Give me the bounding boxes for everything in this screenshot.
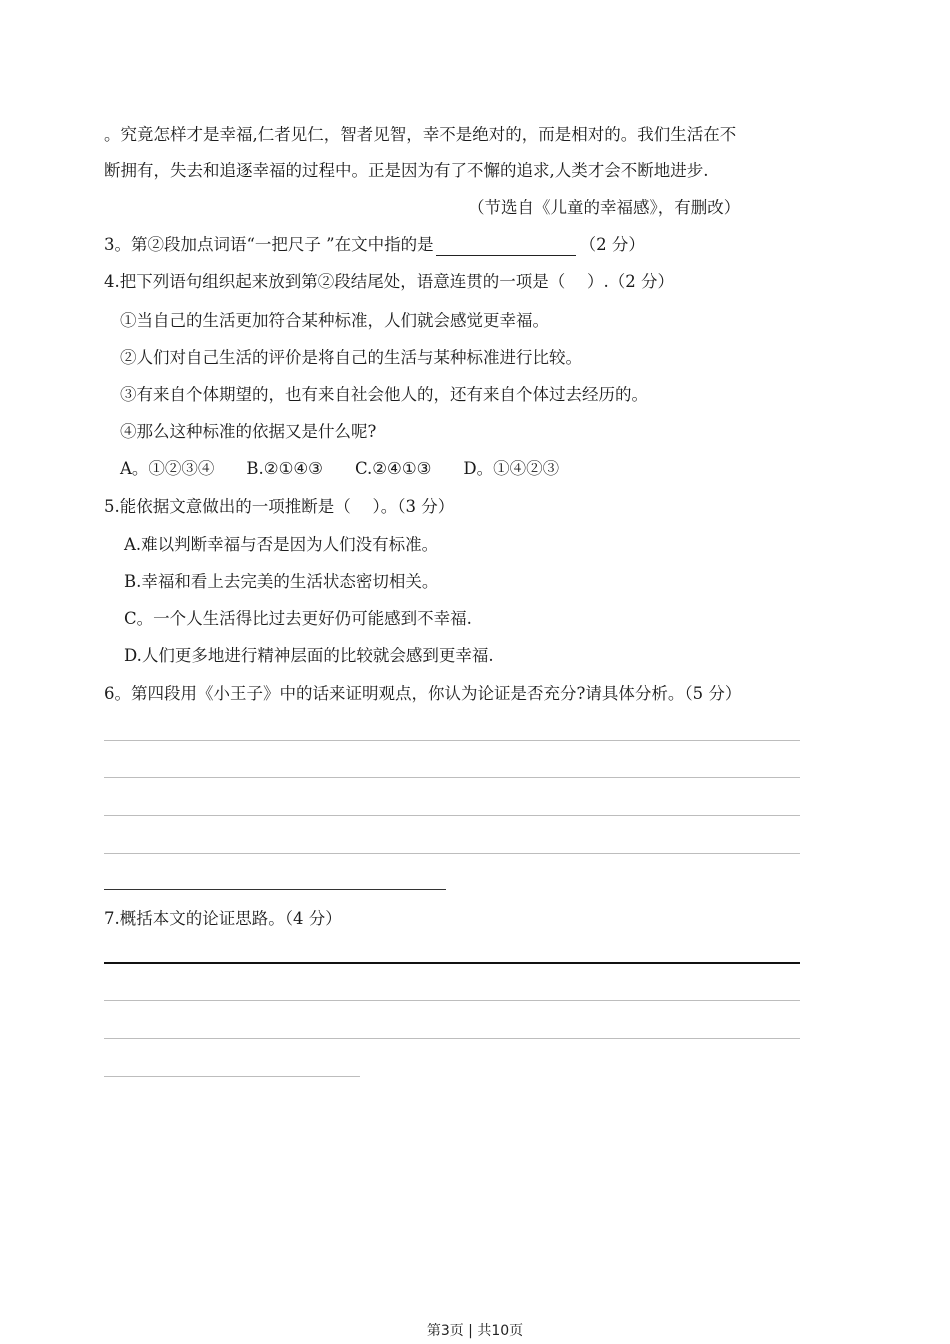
option-c[interactable]: C.②④①③ <box>354 459 432 478</box>
question-5-option-b[interactable]: B.幸福和看上去完美的生活状态密切相关。 <box>124 572 439 591</box>
question-5-option-c[interactable]: C。一个人生活得比过去更好仍可能感到不幸福. <box>124 609 472 628</box>
passage-source: （节选自《儿童的幸福感》，有删改） <box>468 198 741 217</box>
question-4-item-4: ④那么这种标准的依据又是什么呢? <box>120 422 377 441</box>
question-4-options <box>120 458 591 480</box>
question-4-item-2: ②人们对自己生活的评价是将自己的生活与某种标准进行比较。 <box>120 348 582 367</box>
question-5-option-a[interactable]: A.难以判断幸福与否是因为人们没有标准。 <box>124 535 439 554</box>
option-d[interactable]: D。①④②③ <box>463 459 560 478</box>
passage-line-1: 。究竟怎样才是幸福,仁者见仁，智者见智，幸不是绝对的，而是相对的。我们生活在不 <box>104 125 737 144</box>
option-a[interactable]: A。①②③④ <box>120 459 215 478</box>
question-5: 5.能依据文意做出的一项推断是（ ）。（3 分） <box>104 497 455 516</box>
answer-line[interactable] <box>104 1000 800 1001</box>
answer-line[interactable] <box>104 889 446 890</box>
answer-line[interactable] <box>104 853 800 854</box>
question-4: 4.把下列语句组织起来放到第②段结尾处，语意连贯的一项是（ ）.（2 分） <box>104 272 674 291</box>
answer-line[interactable] <box>104 815 800 816</box>
page-footer: 第3页 | 共10页 <box>426 1323 524 1339</box>
question-3-text: 3。第②段加点词语“一把尺子 ”在文中指的是 <box>104 235 434 254</box>
answer-line[interactable] <box>104 1038 800 1039</box>
passage-line-2: 断拥有，失去和追逐幸福的过程中。正是因为有了不懈的追求,人类才会不断地进步. <box>104 161 709 180</box>
question-7: 7.概括本文的论证思路。（4 分） <box>104 909 342 928</box>
question-3 <box>104 234 645 256</box>
answer-blank-3[interactable] <box>436 237 576 256</box>
answer-line[interactable] <box>104 1076 360 1077</box>
question-6: 6。第四段用《小王子》中的话来证明观点，你认为论证是否充分?请具体分析。（5 分） <box>104 684 742 703</box>
answer-line[interactable] <box>104 962 800 964</box>
question-3-score: （2 分） <box>579 235 645 254</box>
answer-line[interactable] <box>104 777 800 778</box>
question-4-item-1: ①当自己的生活更加符合某种标准，人们就会感觉更幸福。 <box>120 311 549 330</box>
question-4-item-3: ③有来自个体期望的，也有来自社会他人的，还有来自个体过去经历的。 <box>120 385 648 404</box>
option-b[interactable]: B.②①④③ <box>246 459 323 478</box>
answer-line[interactable] <box>104 740 800 741</box>
question-5-option-d[interactable]: D.人们更多地进行精神层面的比较就会感到更幸福. <box>124 646 494 665</box>
